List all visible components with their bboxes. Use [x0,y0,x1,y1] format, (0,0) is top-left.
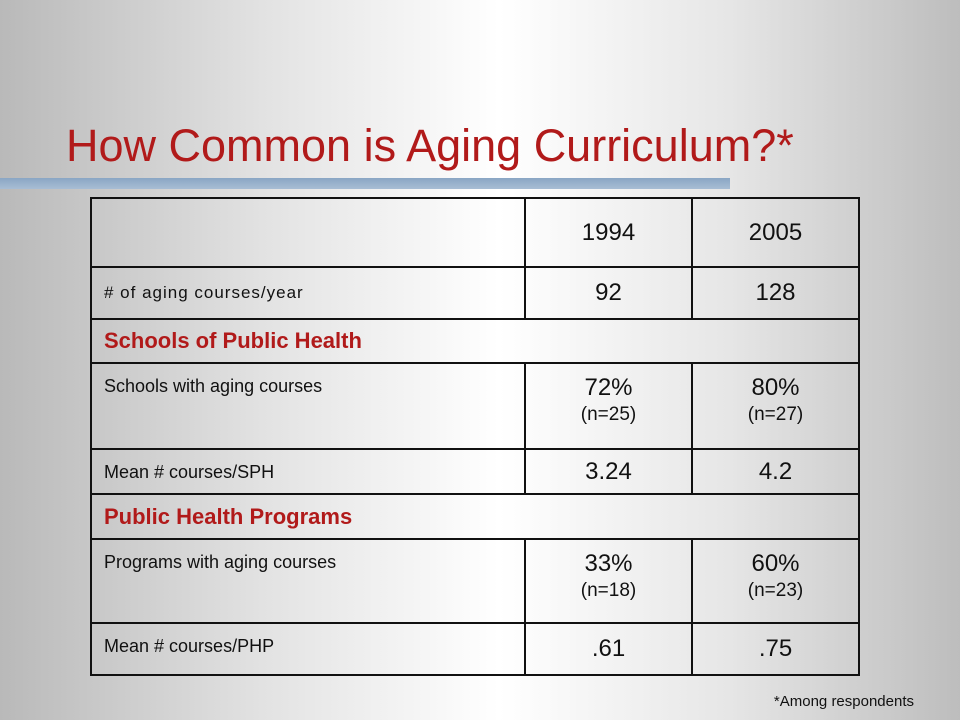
cell-aging-courses-1994: 92 [525,267,692,319]
title-underline [0,178,730,189]
value: 80% [751,374,800,401]
sample-size: (n=27) [747,404,804,425]
curriculum-table [90,197,860,676]
row-label-programs-with-courses: Programs with aging courses [91,539,525,623]
sample-size: (n=25) [580,404,637,425]
table-row [91,449,859,494]
section-row [91,319,859,363]
sample-size: (n=18) [580,580,637,601]
row-label-aging-courses: # of aging courses/year [91,267,525,319]
section-row [91,494,859,539]
table-row [91,363,859,449]
row-label-mean-php: Mean # courses/PHP [91,623,525,675]
value: 33% [584,550,633,577]
section-heading-php: Public Health Programs [91,494,859,539]
cell-mean-sph-2005: 4.2 [692,449,859,494]
cell-mean-php-2005: .75 [692,623,859,675]
cell-programs-with-courses-1994 [525,539,692,623]
table-row [91,539,859,623]
header-empty-cell [91,198,525,267]
value: 72% [584,374,633,401]
cell-schools-with-courses-1994 [525,363,692,449]
cell-aging-courses-2005: 128 [692,267,859,319]
slide-title: How Common is Aging Curriculum?* [66,120,794,171]
row-label-schools-with-courses: Schools with aging courses [91,363,525,449]
cell-mean-php-1994: .61 [525,623,692,675]
cell-programs-with-courses-2005 [692,539,859,623]
value: 60% [751,550,800,577]
cell-mean-sph-1994: 3.24 [525,449,692,494]
header-year-2005: 2005 [692,198,859,267]
table-row [91,267,859,319]
sample-size: (n=23) [747,580,804,601]
row-label-mean-sph: Mean # courses/SPH [91,449,525,494]
header-year-1994: 1994 [525,198,692,267]
section-heading-sph: Schools of Public Health [91,319,859,363]
footnote: *Among respondents [773,693,914,710]
cell-schools-with-courses-2005 [692,363,859,449]
table-header-row [91,198,859,267]
table-row [91,623,859,675]
